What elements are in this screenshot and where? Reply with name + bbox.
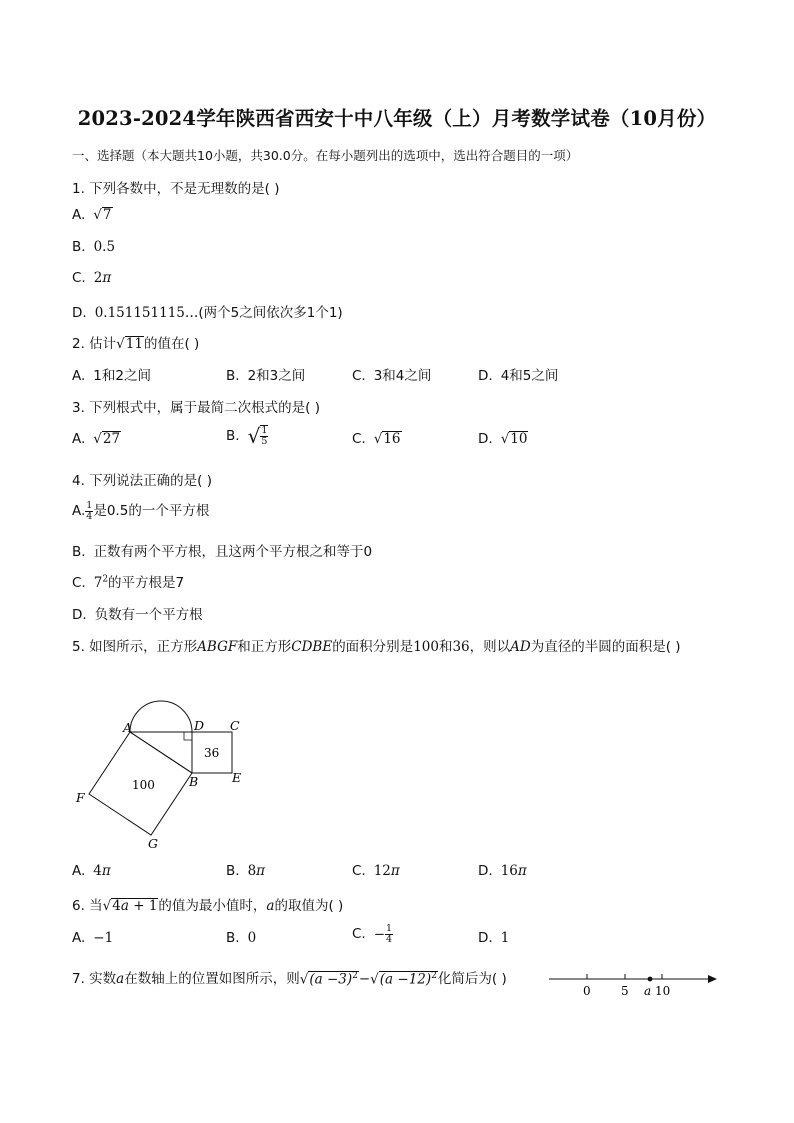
option-text: 1 <box>500 930 510 946</box>
q2-option-a[interactable] <box>72 364 151 384</box>
option-number: 8 <box>247 863 257 879</box>
q1-option-d[interactable] <box>72 301 343 321</box>
option-label: D. <box>478 930 493 946</box>
option-text: 0 <box>247 930 257 946</box>
q6-option-c[interactable] <box>352 924 393 945</box>
sqrt-expression: √16 <box>373 431 401 447</box>
q1-option-c[interactable] <box>72 270 111 286</box>
paper-title: 2023-2024学年陕西省西安十中八年级（上）月考数学试卷（10月份） <box>77 107 717 130</box>
pi-symbol: π <box>256 863 266 879</box>
stem-text: 的值为最小值时， <box>158 898 267 914</box>
option-text: 1和2之间 <box>93 368 151 384</box>
option-label: A. <box>72 207 86 223</box>
q3-option-c[interactable] <box>352 431 402 447</box>
option-label: D. <box>72 607 87 623</box>
option-text: 0.5 <box>93 239 116 255</box>
square-name: ABGF <box>197 639 238 655</box>
sqrt-expression: √7 <box>93 207 112 223</box>
fraction: $\frac{1}{5}$ <box>261 425 268 447</box>
option-text: 负数有一个平方根 <box>94 607 203 623</box>
question-3-stem: 3. 下列根式中，属于最简二次根式的是( ) <box>72 400 320 416</box>
option-text: 的平方根是7 <box>108 575 185 591</box>
stem-text: ，则以 <box>469 639 511 655</box>
q2-option-d[interactable] <box>478 364 558 384</box>
option-label: B. <box>226 930 240 946</box>
sqrt-expression: √10 <box>500 431 528 447</box>
right-angle-mark <box>184 732 192 740</box>
label-c: C <box>230 718 240 733</box>
exponent: 2 <box>102 574 109 585</box>
question-2-stem <box>72 332 199 352</box>
sqrt-expression: $√(a -12)^2$ <box>370 970 437 987</box>
option-label: A. <box>72 863 86 879</box>
option-text: 正数有两个平方根，且这两个平方根之和等于0 <box>93 544 373 560</box>
minus-sign: − <box>373 926 386 943</box>
option-text: 3和4之间 <box>373 368 432 384</box>
label-g: G <box>148 836 158 851</box>
pi-symbol: π <box>517 863 527 879</box>
q2-option-c[interactable] <box>352 364 431 384</box>
fraction: $\frac{1}{4}$ <box>86 499 93 522</box>
option-label: A. <box>72 503 86 519</box>
stem-text: 的值在( ) <box>143 336 200 352</box>
stem-text: 2. 估计 <box>72 336 117 352</box>
option-number: 4 <box>93 863 102 879</box>
option-label: C. <box>352 863 366 879</box>
option-label: B. <box>226 863 240 879</box>
pi-symbol: π <box>101 863 111 879</box>
option-label: B. <box>72 544 86 560</box>
minus-sign: − <box>358 971 371 987</box>
point-label-a: a <box>644 984 652 998</box>
area-value: 36 <box>452 639 470 655</box>
option-label: D. <box>72 305 87 321</box>
point-a <box>648 977 653 982</box>
label-e: E <box>232 770 242 785</box>
stem-text: 和正方形 <box>237 639 292 655</box>
q6-option-d[interactable] <box>478 930 509 946</box>
stem-text: 6. 当 <box>72 898 103 914</box>
option-number: 12 <box>373 863 391 879</box>
stem-text: 的取值为( ) <box>274 898 344 914</box>
q5-option-c[interactable] <box>352 863 400 879</box>
option-text: 2和3之间 <box>247 368 306 384</box>
option-label: C. <box>72 575 86 591</box>
option-number: 2 <box>93 270 103 286</box>
q4-option-c[interactable] <box>72 571 184 591</box>
area-label-big: 100 <box>132 778 155 792</box>
stem-text: 化简后为( ) <box>437 971 507 987</box>
sqrt-expression: √ <box>247 424 261 448</box>
question-5-stem <box>72 635 681 655</box>
option-label: B. <box>226 428 240 444</box>
square-name: CDBE <box>291 639 333 655</box>
q6-option-b[interactable] <box>226 930 256 946</box>
q3-option-d[interactable] <box>478 431 528 447</box>
stem-text: 为直径的半圆的面积是( ) <box>530 639 681 655</box>
section-heading: 一、选择题（本大题共10小题，共30.0分。在每小题列出的选项中，选出符合题目的一项） <box>72 148 579 163</box>
area-value: 100 <box>413 639 439 655</box>
question-1-stem: 1. 下列各数中，不是无理数的是( ) <box>72 181 280 197</box>
tick-label-10: 10 <box>655 984 671 998</box>
label-f: F <box>76 790 85 805</box>
question-6-stem <box>72 894 343 914</box>
variable: a <box>266 898 275 914</box>
sqrt-expression: √4a + 1 <box>102 898 158 914</box>
option-number: 0.151151115… <box>94 305 199 321</box>
pi-symbol: π <box>390 863 400 879</box>
q5-option-d[interactable] <box>478 863 527 879</box>
option-label: C. <box>352 368 366 384</box>
segment-name: AD <box>510 639 531 655</box>
stem-text: 7. 实数 <box>72 971 117 987</box>
base-number: 7 <box>93 575 103 591</box>
option-label: B. <box>226 368 240 384</box>
label-b: B <box>189 774 199 789</box>
sqrt-expression: $√(a -3)^2$ <box>299 970 358 987</box>
option-label: D. <box>478 863 493 879</box>
option-label: C. <box>352 431 366 447</box>
variable: a <box>116 971 125 987</box>
stem-text: 5. 如图所示，正方形 <box>72 639 198 655</box>
q4-option-d[interactable] <box>72 603 203 623</box>
q5-geometry-figure <box>70 690 260 855</box>
option-label: A. <box>72 930 86 946</box>
option-label: C. <box>72 270 86 286</box>
arrow-right-icon <box>708 975 717 983</box>
area-label-small: 36 <box>204 746 220 760</box>
option-label: D. <box>478 431 493 447</box>
q5-option-b[interactable] <box>226 863 265 879</box>
question-4-stem: 4. 下列说法正确的是( ) <box>72 473 212 489</box>
option-text: (两个5之间依次多1个1) <box>198 305 343 321</box>
option-label: C. <box>352 926 366 943</box>
q3-option-b[interactable] <box>226 424 268 448</box>
label-d: D <box>194 718 205 733</box>
option-text: 是0.5的一个平方根 <box>93 503 210 519</box>
option-text: −1 <box>93 930 114 946</box>
stem-text: 的面积分别是 <box>332 639 414 655</box>
q6-option-a[interactable] <box>72 930 113 946</box>
option-label: D. <box>478 368 493 384</box>
q3-option-a[interactable] <box>72 431 121 447</box>
label-a: A <box>123 720 133 735</box>
stem-text: 在数轴上的位置如图所示，则 <box>124 971 300 987</box>
sqrt-expression: √11 <box>116 336 143 352</box>
sqrt-expression: √27 <box>93 431 121 447</box>
question-7-stem <box>72 967 507 987</box>
option-label: B. <box>72 239 86 255</box>
stem-text: 和 <box>438 639 453 655</box>
q1-option-b[interactable] <box>72 239 115 255</box>
q1-option-a[interactable] <box>72 207 113 223</box>
number-line-figure <box>545 965 725 1001</box>
tick-label-5: 5 <box>621 984 629 998</box>
option-number: 16 <box>500 863 518 879</box>
q4-option-a[interactable] <box>72 499 209 521</box>
q5-option-a[interactable] <box>72 863 111 879</box>
pi-symbol: π <box>102 270 112 286</box>
option-label: A. <box>72 368 86 384</box>
q4-option-b[interactable] <box>72 540 372 560</box>
option-text: 4和5之间 <box>500 368 559 384</box>
option-label: A. <box>72 431 86 447</box>
q2-option-b[interactable] <box>226 364 305 384</box>
semicircle <box>130 701 192 732</box>
fraction: $\frac{1}{4}$ <box>386 923 393 945</box>
tick-label-0: 0 <box>583 984 591 998</box>
